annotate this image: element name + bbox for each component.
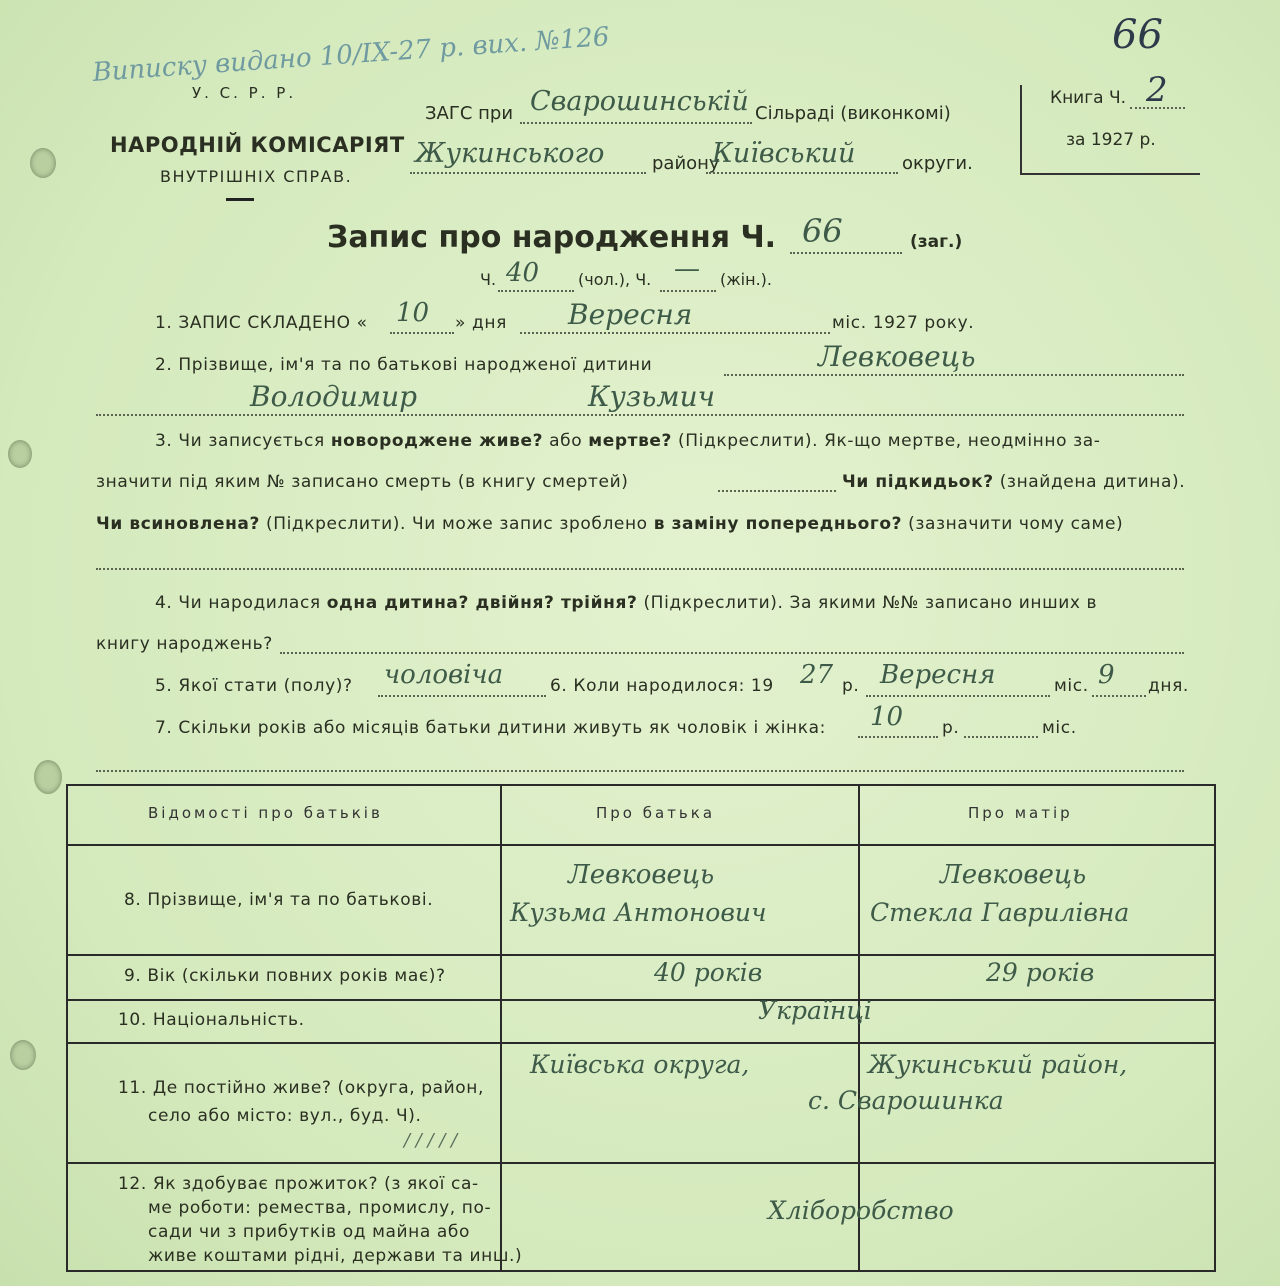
child-patronymic: Кузьмич [588, 380, 716, 413]
item4-line2: книгу народжень? [96, 634, 273, 654]
item2-label: 2. Прізвище, ім'я та по батькові народженої дитини [155, 355, 653, 375]
row10-label: 10. Національність. [118, 1010, 305, 1030]
republic-label: У. С. Р. Р. [192, 84, 297, 102]
commissariat-title: НАРОДНІЙ КОМІСАРІЯТ [110, 133, 405, 157]
col-header-info: Відомості про батьків [148, 804, 383, 822]
row12-label-3: сади чи з прибутків од майна або [148, 1222, 471, 1242]
row11-label-1: 11. Де постійно живе? (округа, район, [118, 1078, 484, 1098]
birth-month: Вересня [880, 660, 996, 690]
book-number: 2 [1146, 70, 1168, 110]
item6-r: р. [842, 676, 860, 696]
col-header-father: Про батька [596, 804, 716, 822]
birth-year: 27 [800, 660, 834, 690]
record-suffix: (заг.) [910, 232, 963, 252]
item5-label: 5. Якої стати (полу)? [155, 676, 353, 696]
item7-r: р. [942, 718, 960, 738]
male-label: (чол.), Ч. [578, 270, 652, 289]
item4-line1: 4. Чи народилася одна дитина? двійня? трійня? (Підкреслити). За якими №№ записано инших в [155, 593, 1098, 613]
birth-day: 9 [1098, 660, 1115, 690]
header-dash [226, 198, 254, 201]
item3-line3: Чи всиновлена? (Підкреслити). Чи може запис зроблено в заміну попереднього? (зазначити чому саме) [96, 514, 1124, 534]
row9-label: 9. Вік (скільки повних років має)? [124, 966, 446, 986]
father-surname: Левковець [568, 860, 715, 890]
father-name: Кузьма Антонович [510, 898, 767, 927]
item6-mis: міс. [1054, 676, 1089, 696]
page-number: 66 [1112, 12, 1163, 58]
item1-mid: » дня [455, 313, 507, 333]
okruha-value: Київський [712, 138, 856, 169]
item6-dnia: дня. [1148, 676, 1189, 696]
book-year: за 1927 р. [1066, 130, 1156, 150]
row12-label-1: 12. Як здобуває прожиток? (з якої са- [118, 1174, 479, 1194]
binder-hole [8, 440, 32, 468]
margin-scribble: / / / / / [404, 1130, 458, 1151]
item7-label: 7. Скільки років або місяців батьки дитини живуть як чоловік і жінка: [155, 718, 826, 738]
binder-hole [34, 760, 62, 794]
mother-age: 29 років [986, 958, 1095, 987]
issuance-note: Виписку видано 10/IX-27 р. вих. №126 [91, 21, 611, 89]
row8-label: 8. Прізвище, ім'я та по батькові. [124, 890, 434, 910]
zags-village: Сварошинській [530, 86, 749, 117]
zags-suffix: Сільраді (виконкомі) [755, 103, 951, 124]
item1-suffix: міс. 1927 року. [832, 313, 975, 333]
row12-label-2: ме роботи: ремества, промислу, по- [148, 1198, 492, 1218]
book-label: Книга Ч. [1050, 88, 1127, 108]
female-number: — [674, 254, 700, 284]
row12-label-4: живе коштами рідні, держави та инш.) [148, 1246, 523, 1266]
item1-prefix: 1. ЗАПИС СКЛАДЕНО « [155, 313, 368, 333]
record-number: 66 [802, 212, 843, 250]
item1-day: 10 [396, 298, 430, 328]
item6-label: 6. Коли народилося: 19 [550, 676, 774, 696]
residence-raion: Жукинський район, [868, 1050, 1128, 1079]
parents-table [66, 784, 1216, 1272]
male-number: 40 [506, 258, 540, 288]
child-surname: Левковець [818, 340, 976, 373]
mother-name: Стекла Гаврилівна [870, 898, 1130, 927]
father-age: 40 років [654, 958, 763, 987]
male-prefix: Ч. [480, 270, 497, 289]
district-label: району [652, 153, 720, 174]
record-title: Запис про народження Ч. [327, 220, 777, 255]
department-label: ВНУТРІШНІХ СПРАВ. [160, 167, 353, 186]
occupation-value: Хліборобство [768, 1196, 954, 1225]
col-header-mother: Про матір [968, 804, 1073, 822]
okruha-label: округи. [902, 153, 973, 174]
item3-line2b: Чи підкидьок? (знайдена дитина). [842, 472, 1186, 492]
mother-surname: Левковець [940, 860, 1087, 890]
item1-month: Вересня [568, 298, 693, 331]
residence-village: с. Сварошинка [808, 1086, 1004, 1115]
residence-okruha: Київська округа, [530, 1050, 750, 1079]
zags-prefix: ЗАГС при [425, 103, 514, 124]
nationality-value: Українці [758, 996, 872, 1025]
sex-value: чоловіча [384, 660, 504, 690]
female-label: (жін.). [720, 270, 772, 289]
child-name: Володимир [250, 380, 418, 413]
item3-line2a: значити під яким № записано смерть (в книгу смертей) [96, 472, 629, 492]
item3-line1: 3. Чи записується новороджене живе? або мертве? (Підкреслити). Як-що мертве, неодмінно за- [155, 431, 1101, 451]
item7-mis: міс. [1042, 718, 1077, 738]
district-value: Жукинського [415, 138, 605, 169]
binder-hole [10, 1040, 36, 1070]
married-years: 10 [870, 702, 904, 732]
row11-label-2: село або місто: вул., буд. Ч). [148, 1106, 422, 1126]
binder-hole [30, 148, 56, 178]
